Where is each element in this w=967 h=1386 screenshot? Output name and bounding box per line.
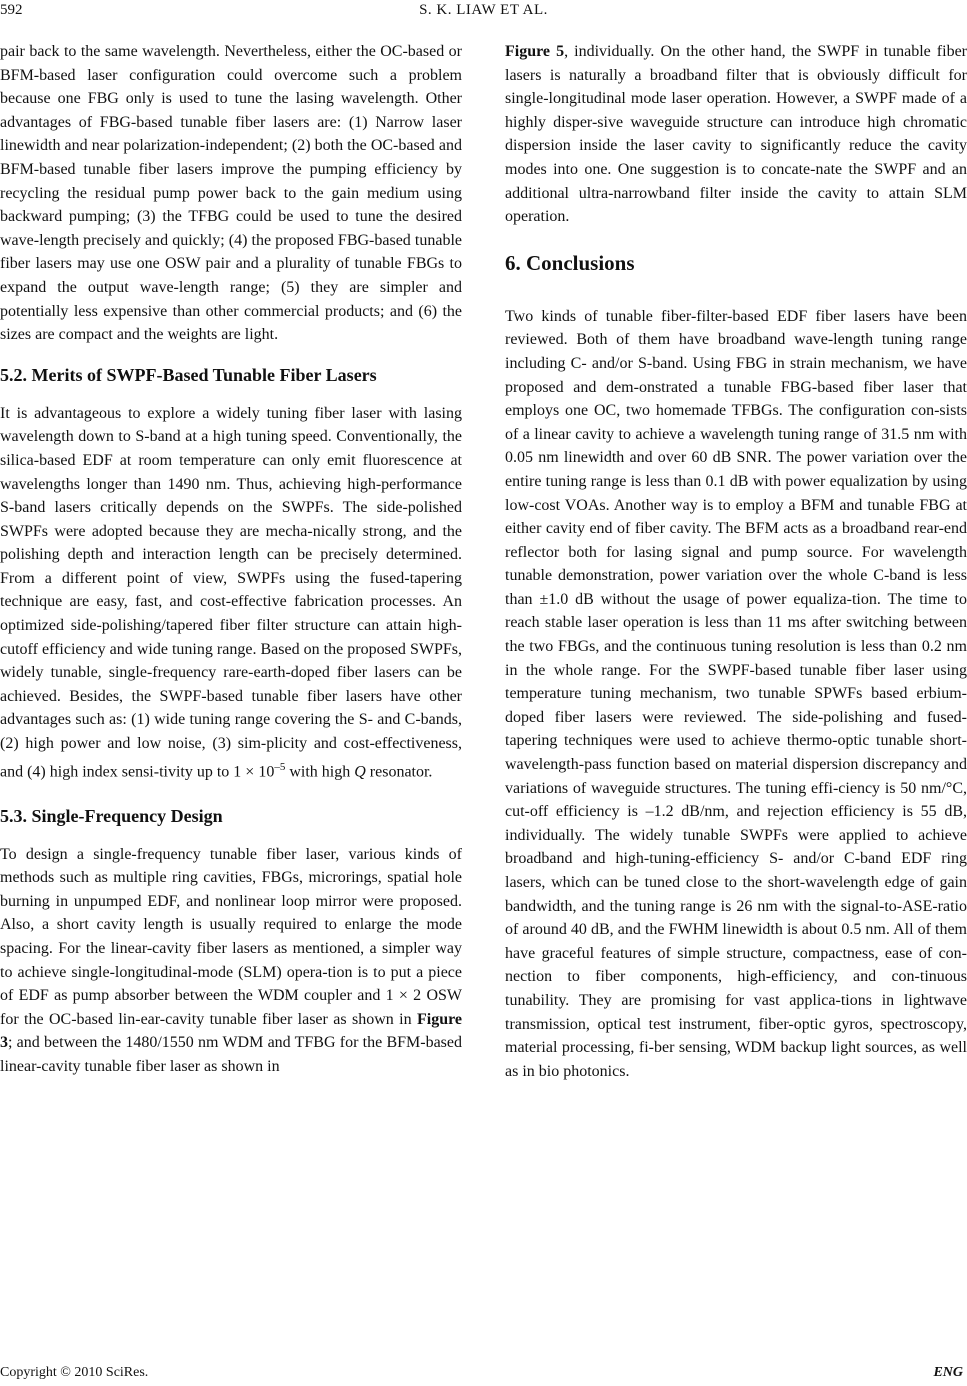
section-heading-5-3: 5.3. Single-Frequency Design (0, 805, 223, 826)
text-fragment: with high (285, 762, 355, 780)
right-column (505, 40, 967, 1083)
text-fragment: ; and between the 1480/1550 nm WDM and TFBG for the BFM-based linear-cavity tunable fiber laser as shown in (0, 1034, 462, 1075)
section-heading-conclusions: 6. Conclusions (505, 250, 635, 275)
copyright-footer: Copyright © 2010 SciRes. (0, 1365, 149, 1380)
q-symbol: Q (354, 762, 366, 780)
paragraph-merits-swpf-text: It is advantageous to explore a widely tuning fiber laser with lasing wavelength down to S-band at a high tuning speed. Conventionally, the silica-based EDF at room temperature can only emit fluorescence at wavelengths longer than 1490 nm. Thus, achieving high-performance S-band lasers critically depends on the SWPFs. The side-polished SWPFs were adopted because they are mecha-nically strong, and the polishing depth and interaction length can be precisely determined. From a different point of view, SWPFs using the fused-tapering technique are easy, fast, and cost-effective fabrication processes. An optimized side-polishing/tapered fiber filter structure can attain high-cutoff efficiency and wide tuning range. Based on the proposed SWPFs, widely tunable, single-frequency rare-earth-doped fiber lasers can be achieved. Besides, the SWPF-based tunable fiber lasers have other advantages such as: (1) wide tuning range covering the S- and C-bands, (2) high power and low noise, (3) sim-plicity and cost-effectiveness, and (4) high index sensi-tivity up to 1 × 10 (0, 404, 462, 780)
text-fragment: To design a single-frequency tunable fiber laser, various kinds of methods such as multiple ring cavities, FBGs, microrings, spatial hole burning in unpumped EDF, and nonlinear loop mirror were proposed. Also, a short cavity length is usually required to enlarge the mode spacing. For the linear-cavity fiber lasers as mentioned, a simpler way to achieve single-longitudinal-mode (SLM) opera-tion is to put a piece of EDF as pump absorber between the WDM coupler and 1 × 2 OSW for the OC-based lin-ear-cavity tunable fiber laser as shown in (0, 845, 462, 1028)
paragraph-advantages-fbg: pair back to the same wavelength. Nevertheless, either the OC-based or BFM-based laser configuration could overcome such a problem because one FBG only is used to tune the lasing wavelength. Other advantages of FBG-based tunable fiber lasers are: (1) Narrow laser linewidth and near polarization-independent; (2) both the OC-based and BFM-based tunable fiber lasers improve the pumping efficiency by recycling the residual pump power back to the gain medium using backward pumping; (3) the TFBG could be used to tune the desired wave-length precisely and quickly; (4) the proposed FBG-based tunable fiber lasers may use one OSW pair and a plurality of tunable FBGs to expand the output wave-length range; (5) they are simpler and potentially less expensive than other commercial products; and (6) the sizes are compact and the weights are light. (0, 43, 462, 344)
running-head: S. K. LIAW ET AL. (419, 2, 548, 18)
paragraph-single-frequency (0, 843, 462, 1079)
journal-footer: ENG (933, 1365, 963, 1380)
left-column (0, 40, 462, 1078)
figure-reference-link[interactable]: Figure 3 (0, 1010, 462, 1052)
paragraph-merits-swpf (0, 402, 462, 784)
exponent: –5 (274, 760, 286, 773)
paragraph-conclusions: Two kinds of tunable fiber-filter-based EDF fiber lasers have been reviewed. Both of them have broadband wave-length tuning range including C- and/or S-band. Using FBG in strain mechanism, we have proposed and dem-onstrated a tunable FBG-based fiber laser that employs one OC, two homemade TFBGs. The configuration con-sists of a linear cavity to achieve a wavelength tuning range of 31.5 nm with 0.05 nm linewidth and over 60 dB SNR. The power variation over the entire tuning range is less than 0.1 dB with power equalization by using low-cost VOAs. Another way is to employ a BFM and tunable FBG at either cavity end of fiber cavity. The BFM acts as a broadband rear-end reflector both for lasing signal and pump source. For wavelength tunable demonstration, power variation over the whole C-band is less than ±1.0 dB without the usage of power equaliza-tion. The time to reach stable laser operation is less than 11 ms after switching between the two FBGs, and the continuous tuning resolution is less than 0.2 nm in the whole range. For the SWPF-based tunable fiber laser using temperature tuning mechanism, two tunable SPWFs based erbium-doped fiber lasers were reviewed. The side-polishing and fused-tapering techniques were used to achieve thermo-optic tunable short-wavelength-pass function based on material dispersion discrepancy and variations of waveguide structures. The tuning effi-ciency is 50 nm/°C, cut-off efficiency is –1.2 dB/nm, and rejection efficiency is 55 dB, individually. The widely tunable SWPFs were applied to achieve broadband and high-tuning-efficiency S- and/or C-band EDF ring lasers, which can be tuned close to the short-wavelength edge of gain bandwidth, and the tuning range is 26 nm with the signal-to-ASE-ratio of around 40 dB, and the FWHM linewidth is about 0.5 nm. All of them have graceful features of simple structure, compactness, ease of con-nection to fiber components, high-efficiency, and con-tinuous tunability. They are promising for vast applica-tions in lightwave transmission, optical test instrument, fiber-optic gyros, spectroscopy, material processing, fi-ber sensing, WDM backup light sources, as well as in bio photonics. (505, 307, 967, 1080)
text-fragment: resonator. (365, 762, 433, 780)
text-fragment: , individually. On the other hand, the SWPF in tunable fiber lasers is naturally a broadband filter that is obviously difficult for single-longitudinal mode laser operation. However, a SWPF made of a highly disper-sive waveguide structure can introduce high chromatic dispersion inside the laser cavity to significantly reduce the cavity modes into one. One suggestion is to concate-nate the SWPF and an additional ultra-narrowband filter inside the cavity to attain SLM operation. (505, 43, 967, 226)
section-heading-5-2: 5.2. Merits of SWPF-Based Tunable Fiber Lasers (0, 364, 377, 385)
paragraph-slm-continued (505, 40, 967, 229)
page-number: 592 (0, 2, 23, 18)
figure-reference-link[interactable]: Figure 5 (505, 43, 565, 60)
